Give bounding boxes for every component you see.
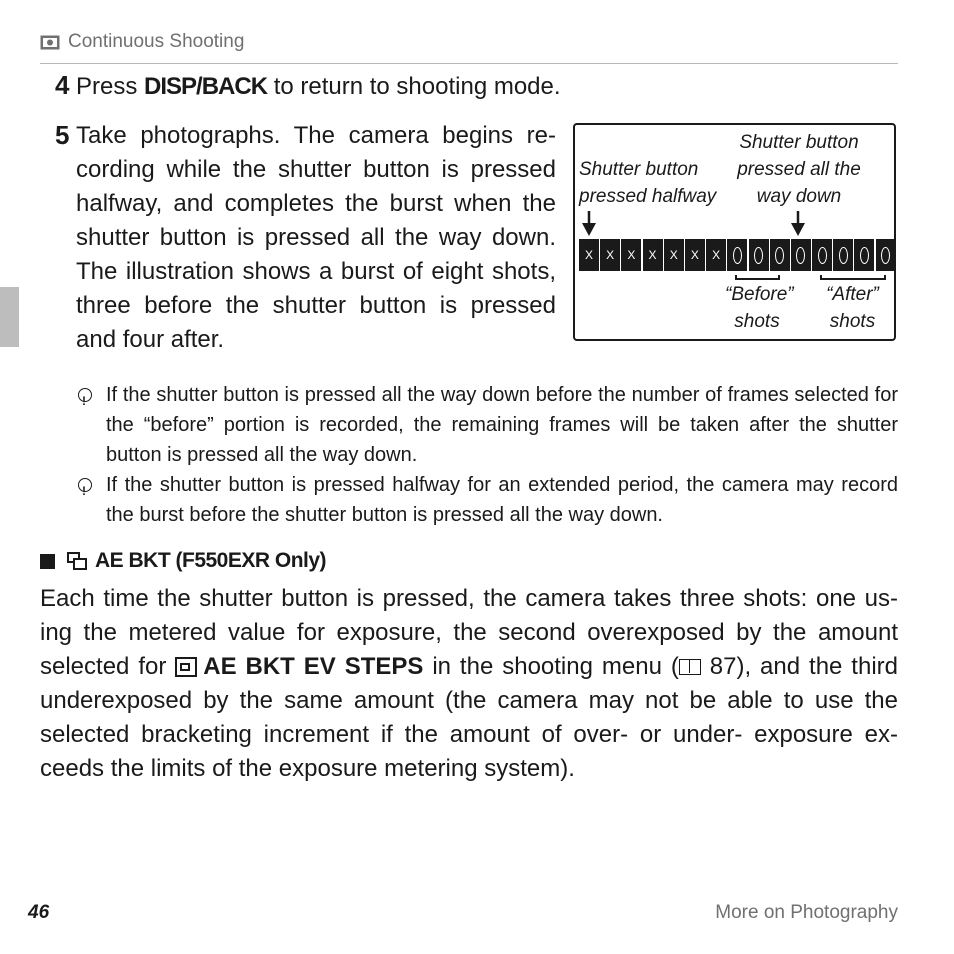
step-5-number: 5 — [55, 120, 70, 150]
frame-discarded: X — [579, 239, 599, 271]
frame-discarded: X — [643, 239, 663, 271]
label-pressed-halfway: Shutter button pressed halfway — [579, 159, 717, 207]
page-reference: 87 — [700, 653, 737, 680]
page-number: 46 — [28, 902, 50, 923]
section-heading — [40, 549, 326, 573]
note-1-text: If the shutter button is pressed all the way down before the number of frames selected for the “before” portion is recorded, the remaining frames will be taken after the shutter button is pressed all the way down. — [106, 384, 898, 466]
step-4-text — [76, 70, 561, 104]
menu-item-ae-bkt-ev-steps: AE BKT EV STEPS — [203, 653, 424, 680]
disp-back-key: DISP/BACK — [144, 73, 268, 100]
frame-recorded — [812, 239, 832, 271]
note-2-text: If the shutter button is pressed halfway for an extended period, the camera may record the burst before the shutter button is pressed all the way down. — [106, 474, 898, 526]
camera-icon — [40, 35, 60, 50]
frame-recorded — [749, 239, 769, 271]
label-after-shots: “After” shots — [826, 284, 879, 332]
frame-recorded — [770, 239, 790, 271]
frame-recorded — [854, 239, 874, 271]
step-4-prefix: Press — [76, 73, 145, 100]
chapter-footer: More on Photography — [715, 902, 898, 923]
after-brace — [821, 275, 885, 279]
body-paragraph: Each time the shutter button is pressed, the camera takes three shots: one us-ing the metered value for exposure, the second overexposed by the amount selected for AE BKT EV STEPS in the shooting menu ( 87), and the third underexposed by the same amount (the camera may not be able to use the selected bracketing increment if the amount of over- or under- exposure ex-ceeds the limits of the exposure metering system). — [40, 585, 898, 782]
frame-recorded — [833, 239, 853, 271]
label-pressed-full: Shutter button pressed all the way down — [737, 132, 861, 207]
full-press-arrow — [791, 211, 805, 236]
frame-strip — [579, 239, 897, 271]
warning-icon — [78, 478, 92, 492]
frame-discarded: X — [621, 239, 641, 271]
running-header — [40, 31, 244, 53]
frame-discarded: X — [706, 239, 726, 271]
frame-recorded — [876, 239, 896, 271]
label-before-shots: “Before” shots — [725, 284, 794, 332]
frame-recorded — [727, 239, 747, 271]
section-title: Continuous Shooting — [68, 31, 245, 52]
frame-discarded: X — [664, 239, 684, 271]
page-ref-icon — [679, 659, 701, 675]
note-1 — [78, 380, 898, 470]
frame-discarded: X — [600, 239, 620, 271]
step-4-number: 4 — [55, 70, 70, 100]
note-2 — [78, 470, 898, 530]
section-square-icon — [40, 554, 55, 569]
step-5-text: Take photographs. The camera begins re-cording while the shutter button is pressed halfway, and completes the burst when the shutter button is pressed all the way down. The illustration shows a burst of eight shots, three before the shutter button is pressed and four after. — [76, 122, 556, 353]
burst-diagram — [573, 123, 896, 341]
ae-bkt-icon — [67, 552, 87, 570]
shooting-menu-icon — [175, 657, 197, 677]
frame-discarded: X — [685, 239, 705, 271]
header-divider — [40, 63, 898, 64]
chapter-tab — [0, 287, 19, 347]
frame-recorded — [791, 239, 811, 271]
step-4-suffix: to return to shooting mode. — [267, 73, 561, 100]
section-title-text: AE BKT (F550EXR Only) — [95, 549, 327, 572]
halfway-arrow — [582, 211, 596, 236]
warning-icon — [78, 388, 92, 402]
before-brace — [736, 275, 779, 279]
